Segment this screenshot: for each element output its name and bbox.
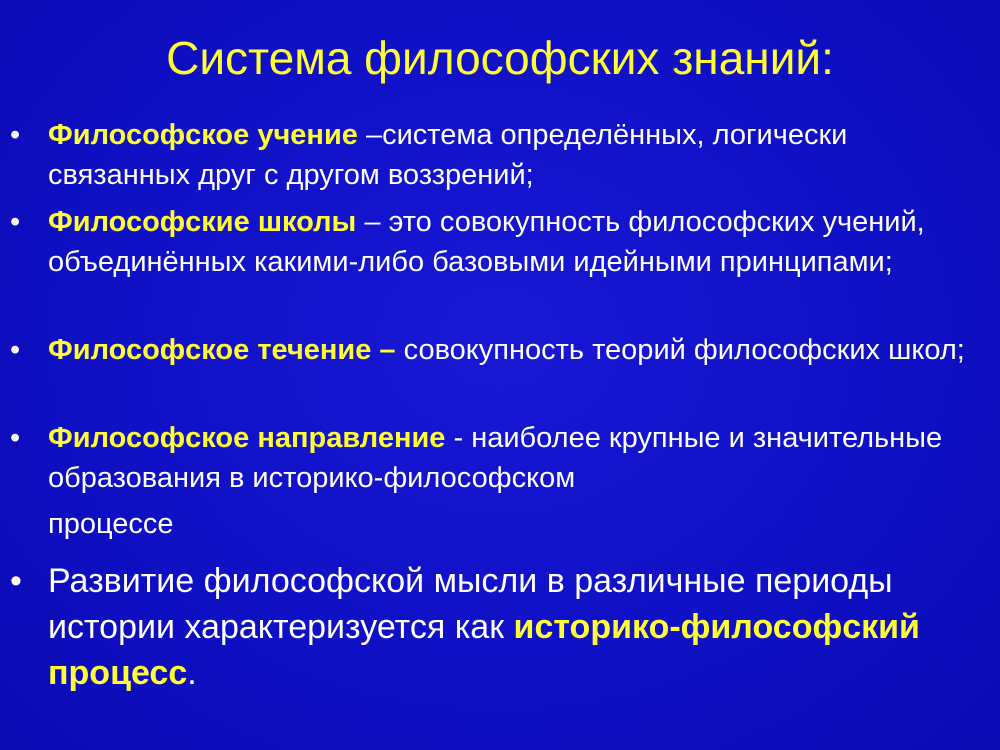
item-separator: - <box>445 422 472 454</box>
bullet-icon: • <box>10 206 21 238</box>
item-definition-continued: процессе <box>48 508 174 540</box>
item-definition: наиболее крупные и значительные образования в историко-философском <box>48 422 943 494</box>
conclusion-body: Развитие философской мысли в различные периоды истории характеризуется как <box>48 562 893 646</box>
bullet-icon: • <box>10 562 22 600</box>
item-term: Философское течение – <box>48 334 396 366</box>
item-definition: совокупность теорий философских школ; <box>403 334 965 366</box>
item-text <box>48 115 978 195</box>
conclusion-end: . <box>187 654 197 692</box>
conclusion-text <box>48 558 978 696</box>
item-definition: система определённых, логически связанных друг с другом воззрений; <box>48 119 848 191</box>
item-separator <box>396 334 404 366</box>
bullet-icon: • <box>10 422 21 454</box>
slide-title: Система философских знаний: <box>166 32 834 84</box>
bullet-icon: • <box>10 119 21 151</box>
item-separator: – <box>356 206 389 238</box>
item-text <box>48 202 978 282</box>
item-text <box>48 330 978 370</box>
item-separator: – <box>357 119 383 151</box>
item-term: Философские школы <box>48 206 357 238</box>
item-term: Философское учение <box>48 119 358 151</box>
item-definition: это совокупность философских учений, объединённых какими-либо базовыми идейными принципами; <box>48 206 925 278</box>
conclusion-term: историко-философский процесс <box>48 608 920 692</box>
item-term: Философское направление <box>48 422 446 454</box>
item-text <box>48 418 978 544</box>
bullet-icon: • <box>10 334 21 366</box>
